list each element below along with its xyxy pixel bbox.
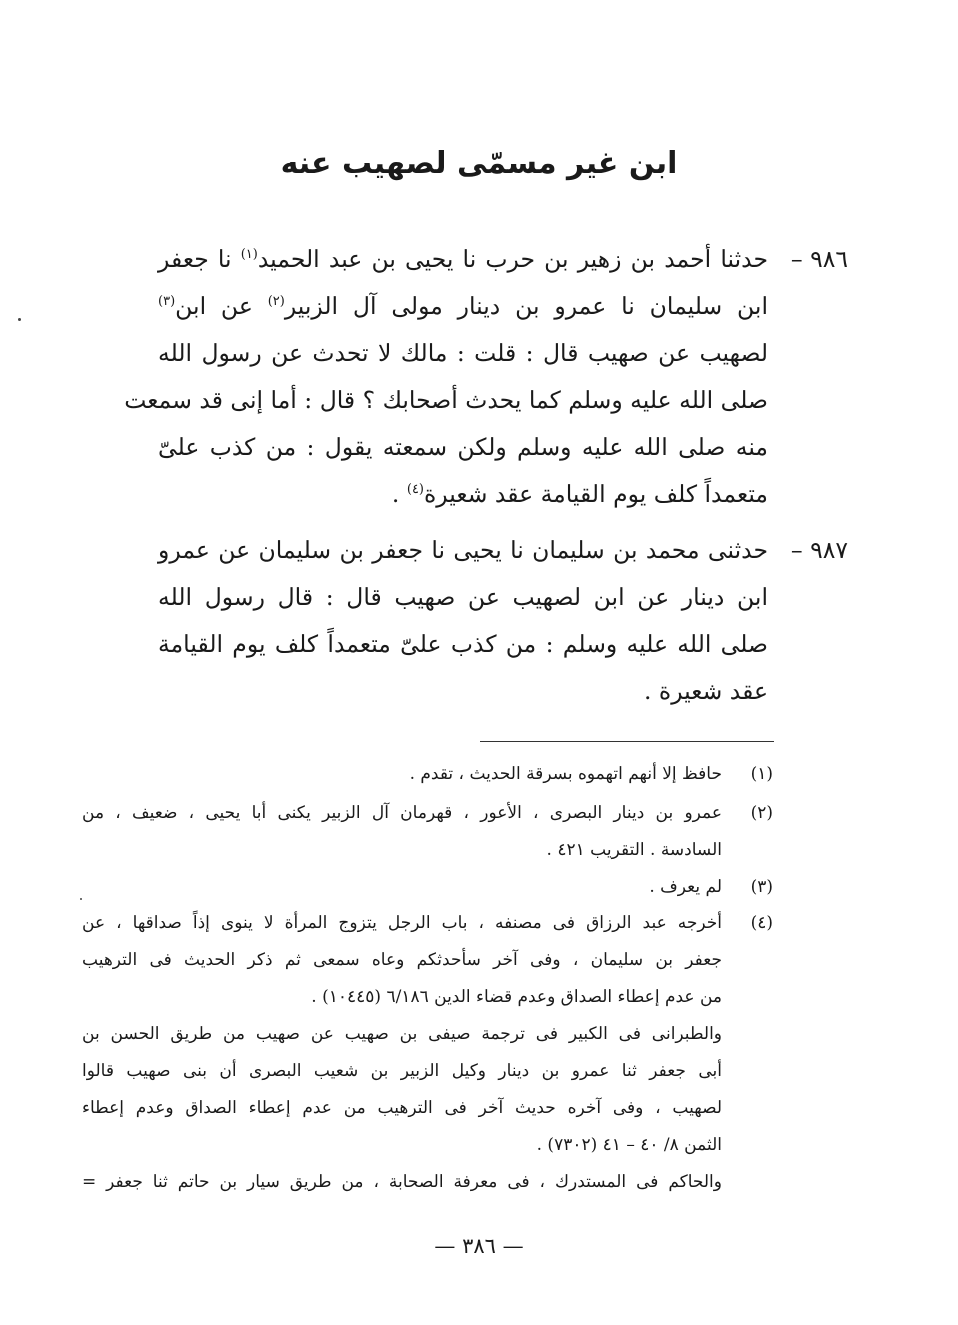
text-line: صلى الله عليه وسلم كما يحدث أصحابك ؟ قال : أما إنى قد سمعت [124,386,768,414]
page-number: — ٣٨٦ — [434,1234,524,1258]
text-line: أخرجه عبد الرزاق فى مصنفه ، باب الرجل يتزوج المرأة لا ينوى إذاً صداقها ، عن [82,913,722,933]
footnote-number: (٣) [750,877,773,897]
footnote-ref: (٣) [158,294,176,310]
footnote-ref: (٢) [267,294,285,310]
text-line: حدثنا أحمد بن زهير بن حرب نا يحيى بن عبد الحميد$^{(١)}$ نا جعفر [158,245,768,273]
text-line: والحاكم فى المستدرك ، فى معرفة الصحابة ، من طريق سيار بن حاتم ثنا جعفر = [82,1172,722,1192]
text-line: ابن سليمان نا عمرو بن دينار مولى آل الزبير$^{(٢)}$ عن ابن$^{(٣)}$ [158,292,769,320]
footnote-number: (٤) [750,913,773,933]
text-line: منه صلى الله عليه وسلم ولكن سمعته يقول : من كذب علىّ [158,433,768,461]
text-line: السادسة . التقريب ٤٢١ . [546,840,722,860]
scan-speck [18,318,21,321]
footnote-separator [480,741,774,742]
text-line: صلى الله عليه وسلم : من كذب علىّ متعمداً كلف يوم القيامة [158,630,768,658]
hadith-number: ٩٨٦ – [790,245,848,273]
text-line: من عدم إعطاء الصداق وعدم قضاء الدين ٦/١٨٦ (١٠٤٤٥) . [311,987,722,1007]
footnote-text [82,756,722,793]
text-line: لم يعرف . [649,877,722,897]
chapter-title: ابن غير مسمّى لصهيب عنه [280,146,678,181]
footnote-text [82,869,722,906]
footnote-number: (٢) [750,803,773,823]
hadith-text [158,527,768,715]
text-line: عمرو بن دينار البصرى ، الأعور ، قهرمان آل الزبير يكنى أبا يحيى ، ضعيف ، من [82,803,722,823]
footnote-text [82,795,722,869]
scan-speck [80,898,82,900]
footnote-ref: (١) [240,247,258,263]
text-line: عقد شعيرة . [643,677,768,705]
footnote-ref: (٤) [406,482,424,498]
text-line: الثمن ٨/ ٤٠ – ٤١ (٧٣٠٢) . [536,1135,722,1155]
text-line: لصهيب ، وفى آخره حديث آخر فى الترهيب من عدم إعطاء الصداق وعدم إعطاء [82,1098,722,1118]
text-line: أبى جعفر ثنا عمرو بن دينار وكيل الزبير بن شعيب البصرى أن بنى صهيب قالوا [82,1061,722,1081]
text-line: ابن دينار عن ابن لصهيب عن صهيب قال : قال رسول الله [158,583,768,611]
text-line: حدثنى محمد بن سليمان نا يحيى نا جعفر بن سليمان عن عمرو [158,536,768,564]
text-line: متعمداً كلف يوم القيامة عقد شعيرة$^{(٤)}$ . [391,480,768,508]
footnote-number: (١) [750,764,773,784]
hadith-number: ٩٨٧ – [790,536,848,564]
hadith-text [124,236,769,518]
text-line: لصهيب عن صهيب قال : قلت : مالك لا تحدث عن رسول الله [158,339,768,367]
text-line: والطبرانى فى الكبير فى ترجمة صيفى بن صهيب عن صهيب من طريق الحسن بن [82,1024,722,1044]
text-line: جعفر بن سليمان ، وفى آخر سأحدثكم وعاه سمعى ثم ذكر الحديث فى الترهيب [82,950,722,970]
footnote-text [82,905,722,1201]
text-line: حافظ إلا أنهم اتهموه بسرقة الحديث ، تقدم . [409,764,722,784]
